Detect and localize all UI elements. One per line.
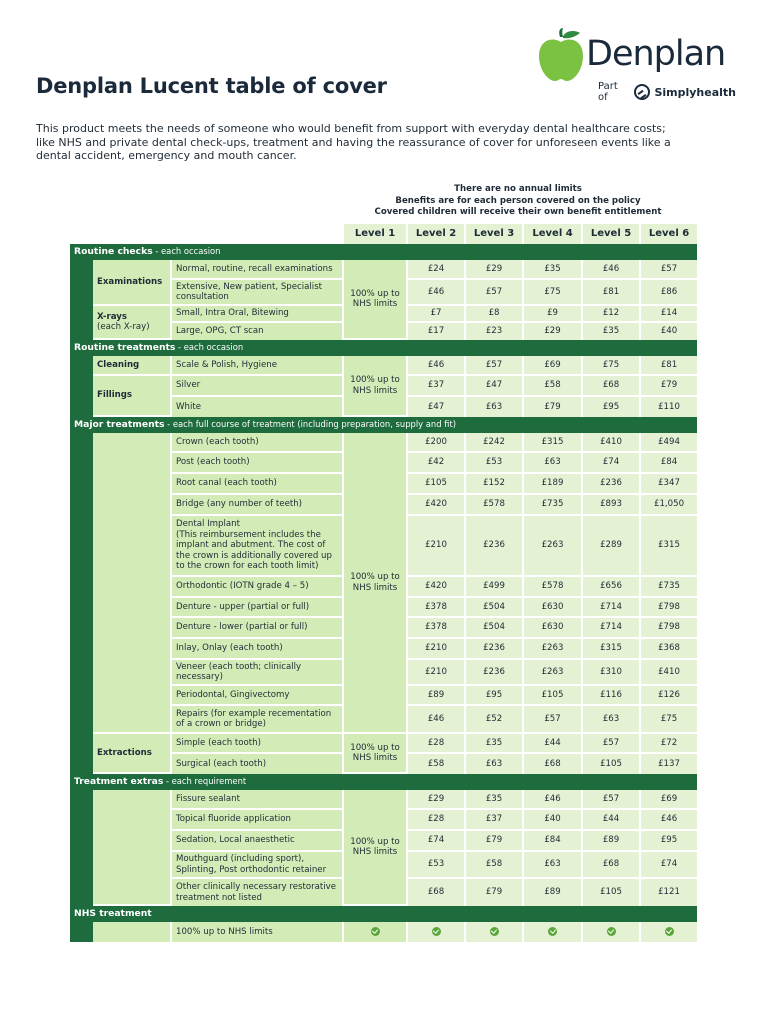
value-cell: £63 [464,754,522,774]
item-label: White [170,397,342,417]
level-5-header: Level 5 [581,224,639,244]
section-note: - each requirement [163,776,247,787]
value-cell: £58 [406,754,464,774]
value-cell: £37 [464,810,522,831]
value-cell: £630 [522,618,581,639]
item-label: Silver [170,376,342,397]
value-cell: £105 [522,686,581,706]
value-cell: £74 [639,852,697,879]
category-sublabel: (each X-ray) [97,322,150,332]
item-label: Orthodontic (IOTN grade 4 – 5) [170,577,342,598]
value-cell: £1,050 [639,495,697,516]
item-label: Bridge (any number of teeth) [170,495,342,516]
value-cell: £630 [522,598,581,618]
value-cell: £89 [581,831,639,852]
value-cell: £89 [522,879,581,906]
category-examinations: Examinations [93,260,170,306]
value-cell: £499 [464,577,522,598]
category-cleaning: Cleaning [93,356,170,376]
value-cell: £81 [581,280,639,306]
section-major-treatments [70,417,697,433]
section-routine-checks [70,244,697,260]
level-3-header: Level 3 [464,224,522,244]
value-cell: £40 [639,323,697,340]
level-6-header: Level 6 [639,224,697,244]
value-cell: £263 [522,639,581,660]
value-cell: £189 [522,474,581,495]
value-cell: £75 [522,280,581,306]
value-cell: £46 [406,280,464,306]
item-label: Sedation, Local anaesthetic [170,831,342,852]
value-cell: £504 [464,618,522,639]
limits-line-3: Covered children will receive their own benefit entitlement [374,207,662,217]
value-cell: £735 [522,495,581,516]
page-title: Denplan Lucent table of cover [36,74,387,98]
item-label: Normal, routine, recall examinations [170,260,342,280]
value-cell: £35 [581,323,639,340]
value-cell: £58 [464,852,522,879]
value-cell: £315 [581,639,639,660]
level-4-check [522,922,581,942]
limits-line-2: Benefits are for each person covered on the policy [395,195,641,206]
item-label: Small, Intra Oral, Bitewing [170,306,342,323]
item-label: Root canal (each tooth) [170,474,342,495]
value-cell: £37 [406,376,464,397]
value-cell: £57 [464,280,522,306]
value-cell: £42 [406,453,464,474]
value-cell: £95 [639,831,697,852]
value-cell: £378 [406,618,464,639]
section-treatment-extras [70,774,697,790]
value-cell: £84 [639,453,697,474]
value-cell: £798 [639,598,697,618]
level-1-value: 100% up to NHS limits [342,356,406,417]
value-cell: £63 [522,852,581,879]
value-cell: £29 [406,790,464,810]
item-label: Other clinically necessary restorative treatment not listed [170,879,342,906]
value-cell: £7 [406,306,464,323]
item-label: Repairs (for example recementation of a crown or bridge) [170,706,342,734]
section-title: Major treatments [74,419,165,431]
level-1-value: 100% up to NHS limits [342,260,406,340]
table-row [70,790,697,810]
value-cell: £29 [464,260,522,280]
category-nhs [93,922,170,942]
value-cell: £75 [639,706,697,734]
value-cell: £35 [464,734,522,754]
value-cell: £116 [581,686,639,706]
value-cell: £46 [639,810,697,831]
value-cell: £69 [639,790,697,810]
value-cell: £28 [406,810,464,831]
denplan-logo [536,28,736,103]
value-cell: £44 [581,810,639,831]
check-circle-icon [432,927,441,936]
value-cell: £347 [639,474,697,495]
item-label: Surgical (each tooth) [170,754,342,774]
brand-name: Denplan [586,34,726,74]
check-circle-icon [607,927,616,936]
check-circle-icon [490,927,499,936]
value-cell: £242 [464,433,522,453]
check-circle-icon [548,927,557,936]
value-cell: £504 [464,598,522,618]
category-label: X-rays [97,311,127,322]
value-cell: £57 [639,260,697,280]
value-cell: £53 [464,453,522,474]
item-label: Crown (each tooth) [170,433,342,453]
table-row [70,734,697,754]
value-cell: £68 [581,376,639,397]
value-cell: £44 [522,734,581,754]
value-cell: £35 [464,790,522,810]
value-cell: £72 [639,734,697,754]
level-1-value: 100% up to NHS limits [342,734,406,774]
value-cell: £89 [406,686,464,706]
section-title: Treatment extras [74,776,164,788]
level-1-value: 100% up to NHS limits [342,790,406,906]
value-cell: £200 [406,433,464,453]
value-cell: £105 [581,879,639,906]
value-cell: £656 [581,577,639,598]
item-label: Mouthguard (including sport), Splinting, Post orthodontic retainer [170,852,342,879]
level-2-header: Level 2 [406,224,464,244]
value-cell: £95 [464,686,522,706]
item-label: Post (each tooth) [170,453,342,474]
value-cell: £210 [406,660,464,686]
table-of-cover [70,224,697,942]
level-1-value: 100% up to NHS limits [342,433,406,734]
category-xrays [93,306,170,340]
value-cell: £52 [464,706,522,734]
value-cell: £8 [464,306,522,323]
category-major [93,433,170,734]
value-cell: £494 [639,433,697,453]
value-cell: £40 [522,810,581,831]
apple-icon [536,28,586,84]
value-cell: £57 [464,356,522,376]
level-1-check [342,922,406,942]
section-title: NHS treatment [74,908,152,920]
value-cell: £893 [581,495,639,516]
item-label: Large, OPG, CT scan [170,323,342,340]
level-4-header: Level 4 [522,224,581,244]
value-cell: £81 [639,356,697,376]
item-label: Periodontal, Gingivectomy [170,686,342,706]
value-cell: £86 [639,280,697,306]
value-cell: £47 [406,397,464,417]
limits-line-1: There are no annual limits [454,184,582,194]
value-cell: £121 [639,879,697,906]
section-note: - each occasion [152,246,221,257]
value-cell: £46 [406,356,464,376]
intro-paragraph: This product meets the needs of someone who would benefit from support with everyday dental healthcare costs; like NHS and private dental check-ups, treatment and having the reassurance of cover for unforeseen events like a dental accident, emergency and mouth cancer. [36,122,671,162]
level-2-check [406,922,464,942]
value-cell: £236 [464,516,522,577]
part-of-simplyhealth [598,81,736,103]
value-cell: £714 [581,598,639,618]
section-title: Routine checks [74,246,153,258]
value-cell: £236 [581,474,639,495]
value-cell: £236 [464,639,522,660]
check-circle-icon [371,927,380,936]
value-cell: £69 [522,356,581,376]
value-cell: £63 [464,397,522,417]
value-cell: £58 [522,376,581,397]
value-cell: £12 [581,306,639,323]
value-cell: £47 [464,376,522,397]
value-cell: £578 [464,495,522,516]
value-cell: £578 [522,577,581,598]
value-cell: £46 [522,790,581,810]
section-nhs-treatment [70,906,697,922]
value-cell: £24 [406,260,464,280]
item-label: Scale & Polish, Hygiene [170,356,342,376]
value-cell: £263 [522,516,581,577]
level-5-check [581,922,639,942]
item-label: Dental Implant [176,519,240,530]
level-6-check [639,922,697,942]
item-label: Veneer (each tooth; clinically necessary) [170,660,342,686]
item-label: Extensive, New patient, Specialist consultation [170,280,342,306]
value-cell: £105 [406,474,464,495]
value-cell: £210 [406,639,464,660]
simplyhealth-icon [634,84,650,100]
level-header-row [70,224,697,244]
value-cell: £79 [464,831,522,852]
value-cell: £420 [406,577,464,598]
value-cell: £28 [406,734,464,754]
value-cell: £310 [581,660,639,686]
value-cell: £95 [581,397,639,417]
value-cell: £410 [639,660,697,686]
implant-note: (This reimbursement includes the implant and abutment. The cost of the crown is additionally covered up to the crown for each tooth limit) [176,529,332,572]
part-of-label: Part of [598,81,618,103]
value-cell: £798 [639,618,697,639]
category-fillings: Fillings [93,376,170,417]
value-cell: £126 [639,686,697,706]
table-row [70,260,697,280]
value-cell: £315 [639,516,697,577]
category-extractions: Extractions [93,734,170,774]
value-cell: £735 [639,577,697,598]
value-cell: £210 [406,516,464,577]
value-cell: £29 [522,323,581,340]
item-label: Fissure sealant [170,790,342,810]
value-cell: £68 [406,879,464,906]
table-row [70,922,697,942]
value-cell: £378 [406,598,464,618]
value-cell: £74 [406,831,464,852]
value-cell: £68 [522,754,581,774]
value-cell: £152 [464,474,522,495]
section-note: - each occasion [175,342,244,353]
value-cell: £57 [522,706,581,734]
value-cell: £35 [522,260,581,280]
item-label: Topical fluoride application [170,810,342,831]
value-cell: £410 [581,433,639,453]
value-cell: £23 [464,323,522,340]
value-cell: £9 [522,306,581,323]
value-cell: £714 [581,618,639,639]
item-label: Inlay, Onlay (each tooth) [170,639,342,660]
value-cell: £263 [522,660,581,686]
level-3-check [464,922,522,942]
value-cell: £289 [581,516,639,577]
value-cell: £79 [464,879,522,906]
item-label: Denture - lower (partial or full) [170,618,342,639]
value-cell: £46 [406,706,464,734]
value-cell: £53 [406,852,464,879]
value-cell: £75 [581,356,639,376]
value-cell: £57 [581,734,639,754]
value-cell: £63 [522,453,581,474]
value-cell: £68 [581,852,639,879]
value-cell: £57 [581,790,639,810]
benefit-limits-note [340,184,696,219]
value-cell: £236 [464,660,522,686]
level-1-header: Level 1 [342,224,406,244]
item-label: 100% up to NHS limits [170,922,342,942]
item-label-implant [170,516,342,577]
value-cell: £14 [639,306,697,323]
value-cell: £79 [522,397,581,417]
table-row [70,433,697,453]
table-row [70,356,697,376]
item-label: Simple (each tooth) [170,734,342,754]
value-cell: £315 [522,433,581,453]
item-label: Denture - upper (partial or full) [170,598,342,618]
value-cell: £420 [406,495,464,516]
value-cell: £110 [639,397,697,417]
value-cell: £17 [406,323,464,340]
value-cell: £74 [581,453,639,474]
value-cell: £137 [639,754,697,774]
section-note: - each full course of treatment (including preparation, supply and fit) [164,419,457,430]
check-circle-icon [665,927,674,936]
section-title: Routine treatments [74,342,176,354]
value-cell: £46 [581,260,639,280]
section-routine-treatments [70,340,697,356]
value-cell: £105 [581,754,639,774]
parent-brand-name: Simplyhealth [654,85,736,99]
value-cell: £79 [639,376,697,397]
category-extras [93,790,170,906]
value-cell: £368 [639,639,697,660]
value-cell: £84 [522,831,581,852]
value-cell: £63 [581,706,639,734]
